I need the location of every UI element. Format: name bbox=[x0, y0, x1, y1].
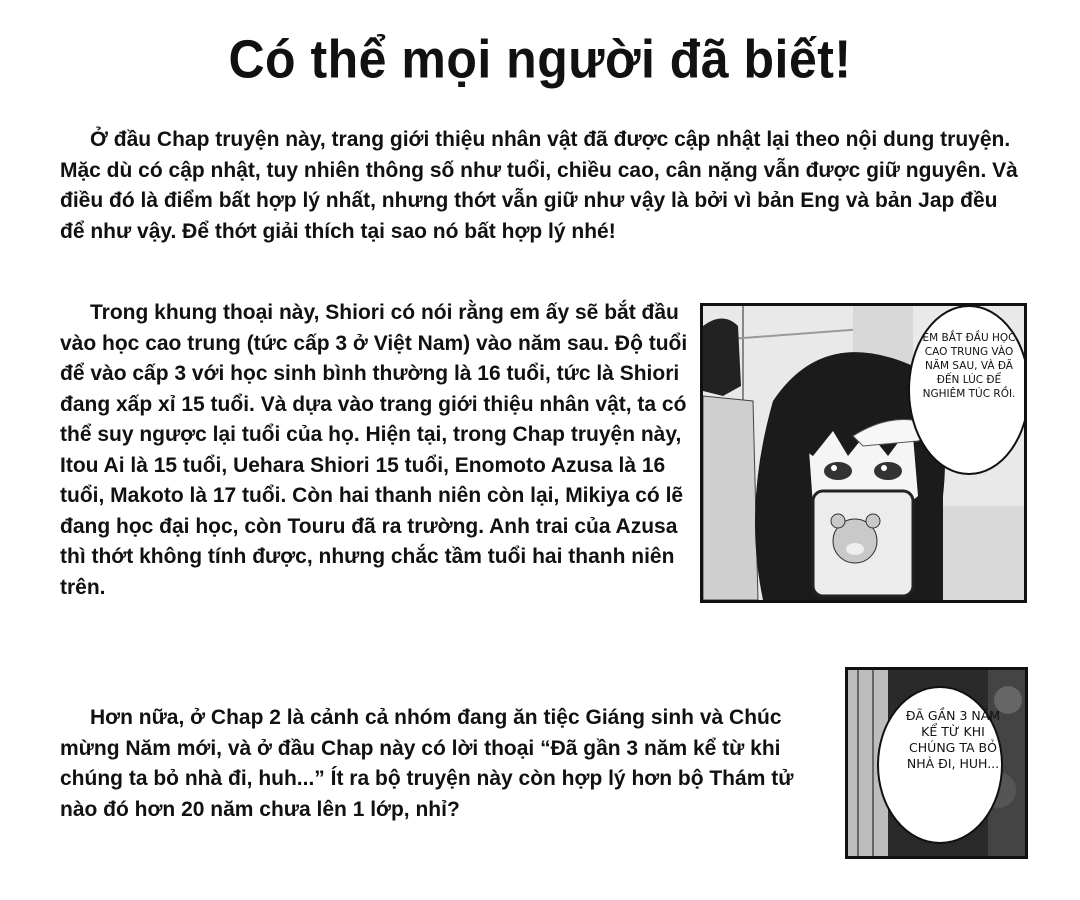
age-explanation-paragraph: Trong khung thoại này, Shiori có nói rằng em ấy sẽ bắt đầu vào học cao trung (tức cấp 3 ở Việt Nam) vào năm sau. Độ tuổi để vào cấp 3 với học sinh bình thường là 16 tuổi, tức là Shiori đang xấp xỉ 15 tuổi. Và dựa vào trang giới thiệu nhân vật, ta có thể suy ngược lại tuổi của họ. Hiện tại, trong Chap truyện này, Itou Ai là 15 tuổi, Uehara Shiori 15 tuổi, Enomoto Azusa là 16 tuổi, Makoto là 17 tuổi. Còn hai thanh niên còn lại, Mikiya có lẽ đang học đại học, còn Touru đã ra trường. Anh trai của Azusa thì thớt không tính được, nhưng chắc tầm tuổi hai thanh niên trên. bbox=[60, 301, 688, 599]
manga-panel-quote bbox=[845, 667, 1028, 859]
page-title: Có thể mọi người đã biết! bbox=[228, 28, 852, 90]
speech-bubble-text: EM BẮT ĐẦU HỌC CAO TRUNG VÀO NĂM SAU, VÀ ĐÃ ĐẾN LÚC ĐỂ NGHIÊM TÚC RỒI. bbox=[922, 332, 1016, 400]
manga-panel-shiori bbox=[700, 303, 1027, 603]
timeline-paragraph: Hơn nữa, ở Chap 2 là cảnh cả nhóm đang ăn tiệc Giáng sinh và Chúc mừng Năm mới, và ở đầu Chap này có lời thoại “Đã gần 3 năm kể từ khi chúng ta bỏ nhà đi, huh...” Ít ra bộ truyện này còn hợp lý hơn bộ Thám tử nào đó hơn 20 năm chưa lên 1 lớp, nhỉ? bbox=[60, 706, 794, 821]
intro-paragraph: Ở đầu Chap truyện này, trang giới thiệu nhân vật đã được cập nhật lại theo nội dung truyện. Mặc dù có cập nhật, tuy nhiên thông số như tuổi, chiều cao, cân nặng vẫn được giữ nguyên. Và điều đó là điểm bất hợp lý nhất, nhưng thớt vẫn giữ như vậy là bởi vì bản Eng và bản Jap đều để như vậy. Để thớt giải thích tại sao nó bất hợp lý nhé! bbox=[60, 128, 1018, 243]
speech-bubble-text: ĐÃ GẦN 3 NĂM KỂ TỪ KHI CHÚNG TA BỎ NHÀ ĐI, HUH... bbox=[905, 708, 1001, 771]
